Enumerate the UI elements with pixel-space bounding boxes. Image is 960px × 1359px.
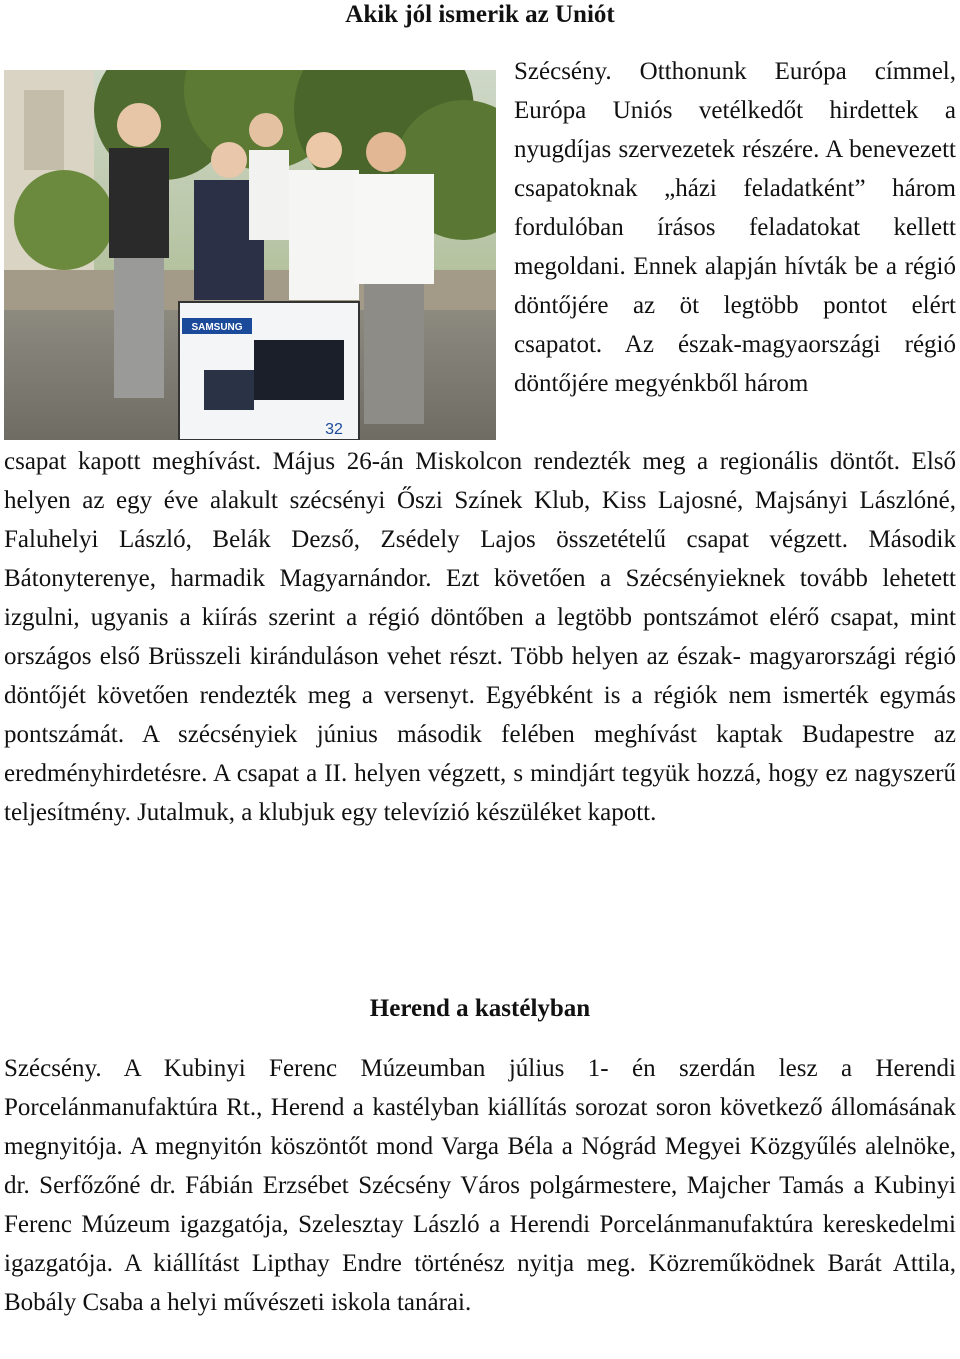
article-title: Akik jól ismerik az Uniót [345, 1, 615, 28]
photo-box-brand: SAMSUNG [191, 322, 243, 333]
article-title-2: Herend a kastélyban [369, 995, 591, 1022]
photo-box-number: 32 [325, 421, 343, 438]
article-2-body: Szécsény. A Kubinyi Ferenc Múzeumban július 1- én szerdán lesz a Herendi Porcelánmanufaktúra Rt., Herend a kastélyban kiállítás sorozat soron következő állomásának megnyitója. A megnyitón köszöntőt mond Varga Béla a Nógrád Megyei Közgyűlés alelnöke, dr. Serfőzőné dr. Fábián Erzsébet Szécsény Város polgármestere, Majcher Tamás a Kubinyi Ferenc Múzeum igazgatója, Szelesztay László a Herendi Porcelánmanufaktúra kereskedelmi igazgatója. A kiállítást Lipthay Endre történész nyitja meg. Közreműködnek Barát Attila, Bobály Csaba a helyi művészeti iskola tanárai. [4, 1055, 956, 1316]
article-paragraph-body: csapat kapott meghívást. Május 26-án Miskolcon rendezték meg a regionális döntőt. Első helyen az egy éve alakult szécsényi Őszi Színek Klub, Kiss Lajosné, Majsányi Lászlóné, Faluhelyi László, Belák Dezső, Zsédely Lajos összetételű csapat végzett. Második Bátonyterenye, harmadik Magyarnándor. Ezt követően a Szécsényieknek tovább lehetett izgulni, ugyanis a kiírás szerint a régió döntőben a legtöbb pontszámot elérő csapat, mint országos első Brüsszeli kiránduláson vehet részt. Több helyen az észak- magyarországi régió döntőjét követően rendezték meg a versenyt. Egyébként is a régiók nem ismerték egymás pontszámát. A szécsényiek június második felében meghívást kaptak Budapestre az eredményhirdetésre. A csapat a II. helyen végzett, s mindjárt tegyük hozzá, hogy ez nagyszerű teljesítmény. Jutalmuk, a klubjuk egy televízió készüléket kapott. [4, 448, 956, 826]
article-paragraph-top: Szécsény. Otthonunk Európa címmel, Európa Uniós vetélkedőt hirdettek a nyugdíjas szervezetek részére. A benevezett csapatoknak „házi feladatként” három fordulóban írásos feladatokat kellett megoldani. Ennek alapján hívták be a régió döntőjére az öt legtöbb pontot elért csapatot. Az észak-magyaországi régió döntőjére megyénkből három [514, 58, 956, 397]
group-photo [4, 70, 496, 440]
